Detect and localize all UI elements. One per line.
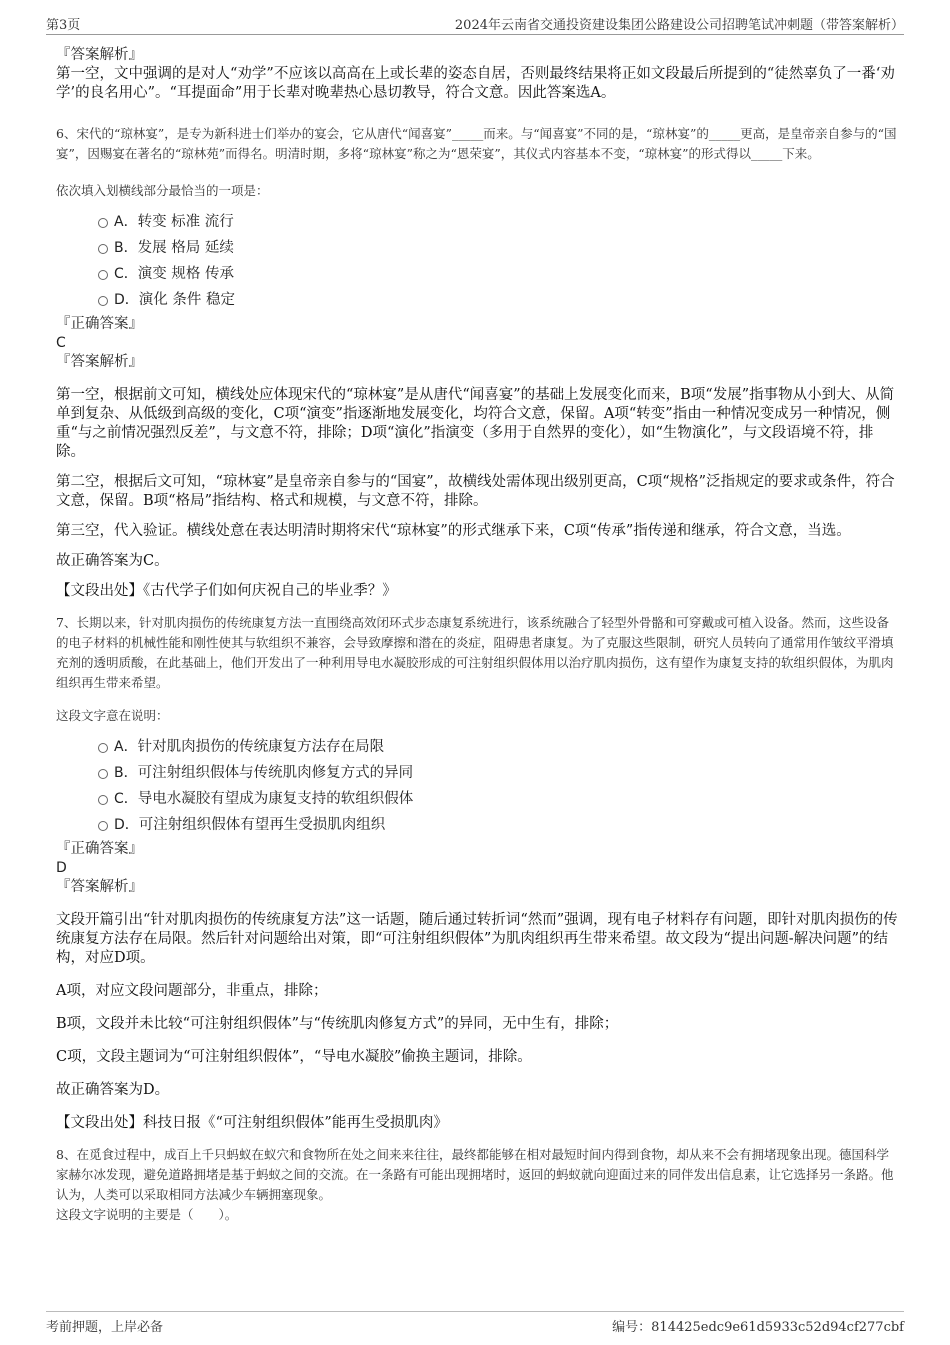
q6-analysis-p4: 故正确答案为C。 — [56, 553, 169, 569]
radio-icon[interactable] — [98, 218, 108, 228]
footer-slogan: 考前押题，上岸必备 — [46, 1320, 164, 1335]
q7-analysis-p5: 故正确答案为D。 — [56, 1082, 170, 1098]
q7-option-c[interactable]: C．导电水凝胶有望成为康复支持的软组织假体 — [56, 786, 900, 812]
radio-icon[interactable] — [98, 795, 108, 805]
q6-analysis-label: 『答案解析』 — [56, 354, 143, 370]
q7-analysis-p1: 文段开篇引出“针对肌肉损伤的传统康复方法”这一话题，随后通过转折词“然而”强调，现有电子材料存有问题，即针对肌肉损伤的传统康复方法存在局限。然后针对问题给出对策，即“可注射组织假体”为肌肉组织再生带来希望。故文段为“提出问题-解决问题”的结构，对应D项。 — [56, 912, 898, 966]
q8-prompt: 这段文字说明的主要是（ ）。 — [56, 1207, 238, 1222]
q6-option-c[interactable]: C．演变 规格 传承 — [56, 261, 900, 287]
page-footer — [46, 1311, 904, 1336]
q5-analysis-text: 第一空，文中强调的是对人“劝学”不应该以高高在上或长辈的姿态自居，否则最终结果将正如文段最后所提到的“徒然辜负了一番‘劝学’的良名用心”。“耳提面命”用于长辈对晚辈热心恳切教导，符合文意。因此答案选A。 — [56, 66, 895, 101]
q7-options — [56, 734, 900, 838]
q7-analysis-p3: B项，文段并未比较“可注射组织假体”与“传统肌肉修复方式”的异同，无中生有，排除； — [56, 1016, 619, 1032]
radio-icon[interactable] — [98, 296, 108, 306]
q6-analysis-p1: 第一空，根据前文可知，横线处应体现宋代的“琼林宴”是从唐代“闻喜宴”的基础上发展变化而来，B项“发展”指事物从小到大、从简单到复杂、从低级到高级的变化，C项“演变”指逐渐地发展变化，均符合文意，保留。A项“转变”指由一种情况变成另一种情况，侧重“与之前情况强烈反差”，与文意不符，排除；D项“演化”指演变（多用于自然界的变化），如“生物演化”，与文段语境不符，排除。 — [56, 387, 895, 460]
q6-correct-answer: C — [56, 335, 66, 351]
radio-icon[interactable] — [98, 769, 108, 779]
radio-icon[interactable] — [98, 270, 108, 280]
q6-analysis-p2: 第二空，根据后文可知，“琼林宴”是皇帝亲自参与的“国宴”，故横线处需体现出级别更高，C项“规格”泛指规定的要求或条件，符合文意，保留。B项“格局”指结构、格式和规模，与文意不符，排除。 — [56, 474, 895, 509]
radio-icon[interactable] — [98, 821, 108, 831]
q7-stem: 7、长期以来，针对肌肉损伤的传统康复方法一直围绕高效闭环式步态康复系统进行，该系统融合了轻型外骨骼和可穿戴或可植入设备。然而，这些设备的电子材料的机械性能和刚性使其与软组织不兼容，会导致摩擦和潜在的炎症，阻碍患者康复。为了克服这些限制，研究人员转向了通常用作皱纹平滑填充剂的透明质酸，在此基础上，他们开发出了一种利用导电水凝胶形成的可注射组织假体用以治疗肌肉损伤，这有望作为康复支持的软组织假体，为肌肉组织再生带来希望。 — [56, 615, 894, 690]
q6-option-d[interactable]: D．演化 条件 稳定 — [56, 287, 900, 313]
q6-correct-label: 『正确答案』 — [56, 316, 143, 332]
document-title: 2024年云南省交通投资建设集团公路建设公司招聘笔试冲刺题（带答案解析） — [454, 18, 904, 33]
page-header — [46, 14, 904, 35]
radio-icon[interactable] — [98, 244, 108, 254]
q7-analysis-p4: C项，文段主题词为“可注射组织假体”，“导电水凝胶”偷换主题词，排除。 — [56, 1049, 532, 1065]
q6-stem: 6、宋代的“琼林宴”，是专为新科进士们举办的宴会，它从唐代“闻喜宴”_____而来。与“闻喜宴”不同的是，“琼林宴”的_____更高，是皇帝亲自参与的“国宴”，因赐宴在著名的“琼林苑”而得名。明清时期，多将“琼林宴”称之为“恩荣宴”，其仪式内容基本不变，“琼林宴”的形式得以_____下来。 — [56, 126, 897, 161]
page-number: 第3页 — [46, 18, 81, 33]
q6-source: 【文段出处】《古代学子们如何庆祝自己的毕业季？》 — [56, 583, 397, 599]
q6-options — [56, 209, 900, 313]
document-body — [56, 46, 900, 1225]
q7-option-d[interactable]: D．可注射组织假体有望再生受损肌肉组织 — [56, 812, 900, 838]
q6-prompt: 依次填入划横线部分最恰当的一项是： — [56, 183, 269, 198]
q7-analysis-p2: A项，对应文段问题部分，非重点，排除； — [56, 983, 328, 999]
q7-correct-label: 『正确答案』 — [56, 841, 143, 857]
q7-analysis-label: 『答案解析』 — [56, 879, 143, 895]
q8-stem: 8、在觅食过程中，成百上千只蚂蚁在蚁穴和食物所在处之间来来往往，最终都能够在相对最短时间内得到食物，却从来不会有拥堵现象出现。德国科学家赫尔冰发现，避免道路拥堵是基于蚂蚁之间的交流。在一条路有可能出现拥堵时，返回的蚂蚁就向迎面过来的同伴发出信息素，让它选择另一条路。他认为，人类可以采取相同方法减少车辆拥塞现象。 — [56, 1147, 894, 1202]
radio-icon[interactable] — [98, 743, 108, 753]
q7-option-b[interactable]: B．可注射组织假体与传统肌肉修复方式的异同 — [56, 760, 900, 786]
q6-option-a[interactable]: A．转变 标准 流行 — [56, 209, 900, 235]
q7-source: 【文段出处】科技日报《“可注射组织假体”能再生受损肌肉》 — [56, 1115, 448, 1131]
q5-analysis-label: 『答案解析』 — [56, 47, 143, 63]
q6-option-b[interactable]: B．发展 格局 延续 — [56, 235, 900, 261]
q7-prompt: 这段文字意在说明： — [56, 708, 169, 723]
q7-option-a[interactable]: A．针对肌肉损伤的传统康复方法存在局限 — [56, 734, 900, 760]
q6-analysis-p3: 第三空，代入验证。横线处意在表达明清时期将宋代“琼林宴”的形式继承下来，C项“传承”指传递和继承，符合文意，当选。 — [56, 523, 851, 539]
q7-correct-answer: D — [56, 860, 67, 876]
document-id: 编号：814425edc9e61d5933c52d94cf277cbf — [612, 1320, 904, 1335]
